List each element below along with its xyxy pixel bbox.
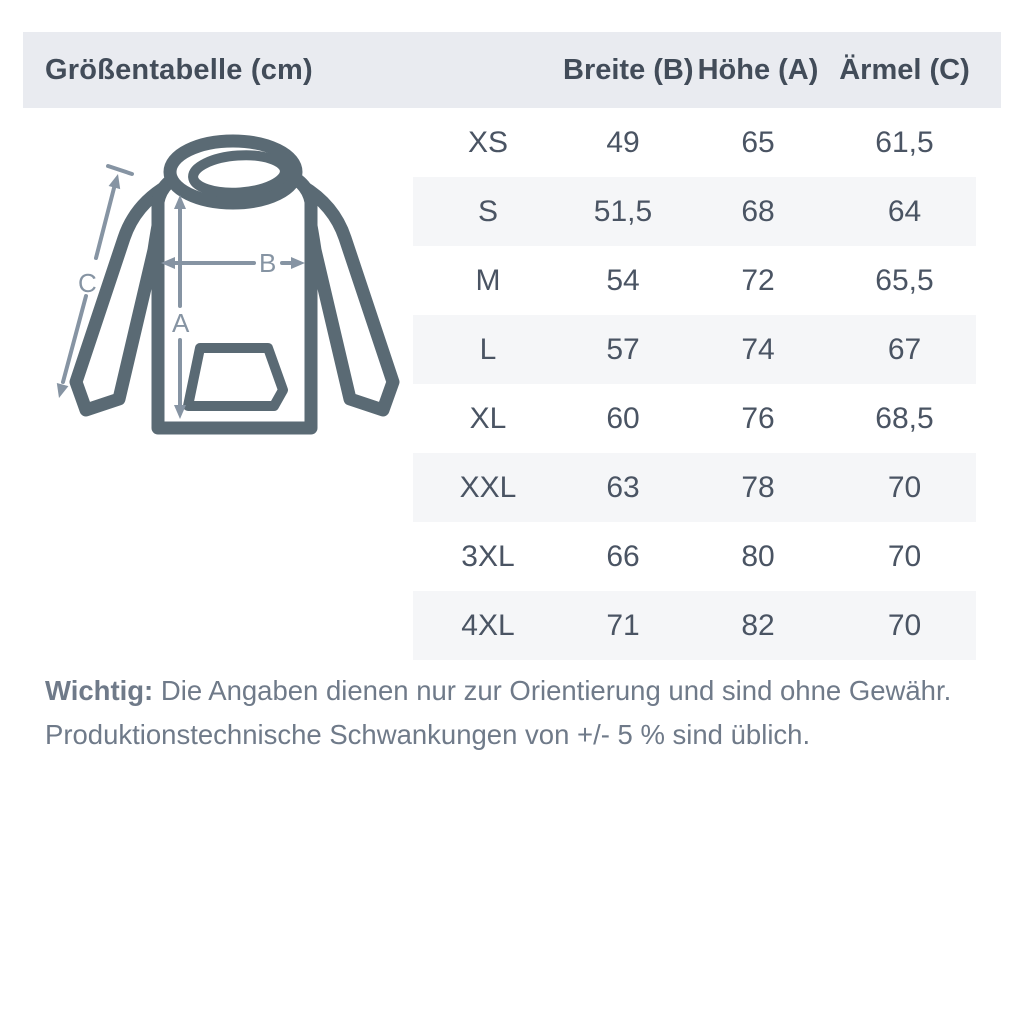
aermel-cell: 68,5 bbox=[875, 401, 934, 435]
disclaimer-line-1-text: Die Angaben dienen nur zur Orientierung und sind ohne Gewähr. bbox=[153, 675, 952, 706]
table-row bbox=[413, 591, 976, 660]
aermel-cell: 64 bbox=[887, 194, 922, 228]
hoodie-measurement-diagram bbox=[30, 110, 420, 460]
aermel-cell: 70 bbox=[887, 608, 922, 642]
size-cell: 3XL bbox=[461, 539, 515, 573]
page-title: Größentabelle (cm) bbox=[45, 53, 313, 86]
aermel-cell: 67 bbox=[887, 332, 922, 366]
table-row bbox=[413, 315, 976, 384]
aermel-cell: 65,5 bbox=[875, 263, 934, 297]
size-table bbox=[413, 108, 1001, 660]
sleeve-tick-mark bbox=[108, 166, 132, 174]
hoehe-cell: 80 bbox=[741, 539, 775, 573]
c-dimension-label: C bbox=[78, 268, 97, 298]
disclaimer-line-2: Produktionstechnische Schwankungen von +/- 5 % sind üblich. bbox=[45, 719, 811, 750]
a-dimension-label: A bbox=[172, 308, 190, 338]
breite-cell: 51,5 bbox=[593, 194, 653, 228]
table-row bbox=[413, 453, 976, 522]
breite-cell: 71 bbox=[606, 608, 640, 642]
column-header-aermel: Ärmel (C) bbox=[839, 53, 970, 86]
size-cell: L bbox=[479, 332, 497, 366]
hoehe-cell: 78 bbox=[741, 470, 775, 504]
c-arrow-head-top bbox=[109, 174, 121, 189]
table-row bbox=[413, 177, 976, 246]
b-dimension-label: B bbox=[259, 248, 277, 278]
breite-cell: 49 bbox=[606, 125, 640, 159]
table-row bbox=[413, 384, 976, 453]
size-cell: XS bbox=[467, 125, 509, 159]
disclaimer-note bbox=[45, 669, 975, 757]
breite-cell: 54 bbox=[606, 263, 640, 297]
breite-cell: 63 bbox=[606, 470, 640, 504]
disclaimer-line-1 bbox=[45, 669, 975, 713]
hoehe-cell: 76 bbox=[741, 401, 775, 435]
c-arrow-head-bottom bbox=[57, 383, 69, 398]
hoehe-cell: 65 bbox=[741, 125, 775, 159]
disclaimer-bold-label: Wichtig: bbox=[45, 675, 154, 706]
column-header-hoehe: Höhe (A) bbox=[697, 53, 819, 86]
hoehe-cell: 72 bbox=[741, 263, 775, 297]
size-cell: S bbox=[477, 194, 498, 228]
table-header-bar bbox=[23, 32, 1001, 108]
column-headers bbox=[413, 32, 1001, 108]
hoehe-cell: 74 bbox=[741, 332, 775, 366]
aermel-cell: 70 bbox=[887, 470, 922, 504]
breite-cell: 60 bbox=[606, 401, 640, 435]
aermel-cell: 70 bbox=[887, 539, 922, 573]
size-cell: 4XL bbox=[461, 608, 515, 642]
table-row bbox=[413, 246, 976, 315]
size-cell: XL bbox=[469, 401, 507, 435]
table-row bbox=[413, 108, 976, 177]
breite-cell: 57 bbox=[606, 332, 640, 366]
hoehe-cell: 82 bbox=[741, 608, 775, 642]
hoodie-pocket bbox=[188, 348, 283, 406]
c-arrow-upper-segment bbox=[96, 188, 114, 258]
size-cell: XXL bbox=[459, 470, 517, 504]
size-cell: M bbox=[475, 263, 501, 297]
hoodie-hood-inner bbox=[192, 152, 286, 195]
column-header-breite: Breite (B) bbox=[563, 53, 694, 86]
hoehe-cell: 68 bbox=[741, 194, 775, 228]
table-row bbox=[413, 522, 976, 591]
aermel-cell: 61,5 bbox=[875, 125, 934, 159]
breite-cell: 66 bbox=[606, 539, 640, 573]
